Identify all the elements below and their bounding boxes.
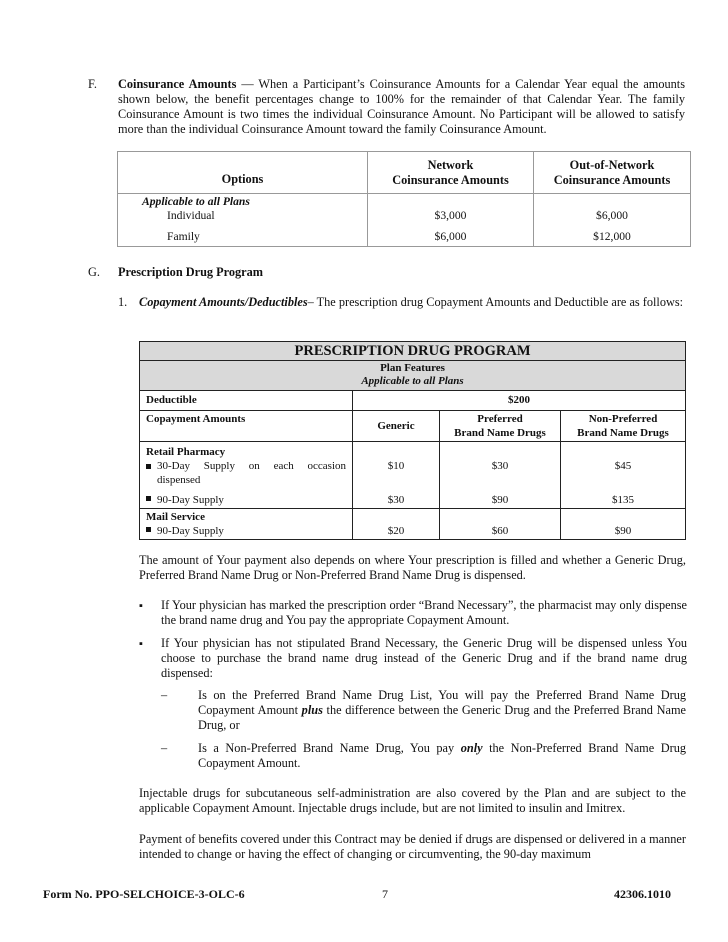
network-header: Network Coinsurance Amounts [368,152,534,194]
prescription-drug-table [139,341,686,540]
mail-90-day-label: 90-Day Supply [146,524,346,538]
section-letter-f: F. [88,77,97,91]
retail-preferred-values: $30 $90 [440,442,561,509]
retail-90-day-label: 90-Day Supply [146,493,346,507]
family-oon-value: $12,000 [593,230,631,243]
section-letter-g: G. [88,265,100,279]
retail-generic-values: $10 $30 [353,442,440,509]
mail-non-preferred-value: $90 [561,509,686,540]
individual-label: Individual [167,209,215,222]
mail-service-cell [140,509,353,540]
footer-document-code: 42306.1010 [614,887,671,901]
footer-form-number: Form No. PPO-SELCHOICE-3-OLC-6 [43,887,245,901]
sub-item-preferred: Is on the Preferred Brand Name Drug List, You will pay the Preferred Brand Name Drug Copayment Amount plus the difference between the Generic Drug and the Preferred Brand Name Drug, or [198,688,686,732]
item-number: 1. [118,295,128,309]
item-1-title: Copayment Amounts/Deductibles [139,295,308,309]
bullet-generic-dispensed: If Your physician has not stipulated Brand Necessary, the Generic Drug will be dispensed unless You choose to purchase the brand name drug instead of the Generic Drug and if the brand name drug dispensed: [161,636,687,680]
section-f-title: Coinsurance Amounts [118,77,237,91]
sub-item-non-preferred: Is a Non-Preferred Brand Name Drug, You pay only the Non-Preferred Brand Name Drug Copayment Amount. [198,741,687,770]
family-label: Family [167,230,200,243]
applicable-plans-label: Applicable to all Plans [142,195,250,208]
options-cell [118,194,368,247]
section-f-paragraph [118,77,685,137]
coinsurance-table [117,151,691,247]
plan-features-header: Plan Features Applicable to all Plans [140,361,686,391]
item-1-paragraph [139,295,685,310]
retail-non-preferred-values: $45 $135 [561,442,686,509]
retail-pharmacy-label: Retail Pharmacy [146,445,226,458]
bullet-brand-necessary: If Your physician has marked the prescription order “Brand Necessary”, the pharmacist may only dispense the brand name drug and You pay the appropriate Copayment Amount. [161,598,687,627]
mail-preferred-value: $60 [440,509,561,540]
footer-page-number: 7 [382,887,388,901]
payment-denial-paragraph: Payment of benefits covered under this Contract may be denied if drugs are dispensed or delivered in a manner intended to change or having the effect of changing or circumventing, the 90-day maximum [139,832,686,861]
item-1-text: – The prescription drug Copayment Amounts and Deductible are as follows: [307,295,684,309]
deductible-value: $200 [353,391,686,411]
payment-paragraph: The amount of Your payment also depends on where Your prescription is filled and whether a Generic Drug, Preferred Brand Name Drug or Non-Preferred Brand Name Drug is dispensed. [139,553,686,582]
bullet-square-icon: ▪ [139,638,143,650]
non-preferred-header: Non-Preferred Brand Name Drugs [561,411,686,442]
section-g-title: Prescription Drug Program [118,265,264,279]
injectable-paragraph: Injectable drugs for subcutaneous self-administration are also covered by the Plan and are subject to the applicable Copayment Amount. Injectable drugs include, but are not limited to insulin and Imitrex. [139,786,686,815]
out-of-network-header: Out-of-Network Coinsurance Amounts [534,152,691,194]
individual-oon-value: $6,000 [596,209,628,222]
mail-service-label: Mail Service [146,511,205,523]
mail-generic-value: $20 [353,509,440,540]
deductible-label: Deductible [140,391,353,411]
family-network-value: $6,000 [434,230,467,243]
copayment-label: Copayment Amounts [140,411,353,442]
preferred-header: Preferred Brand Name Drugs [440,411,561,442]
options-header: Options [118,152,368,194]
section-f-text: — When a Participant’s Coinsurance Amounts for a Calendar Year equal the amounts shown below, the benefit percentages change to 100% for the remainder of that Calendar Year. The family Coinsurance Amount is two times the individual Coinsurance Amount. No Participant will be allowed to satisfy more than the individual Coinsurance Amount toward the family Coinsurance Amount. [118,77,686,136]
individual-network-value: $3,000 [434,209,467,222]
rx-table-title: PRESCRIPTION DRUG PROGRAM [140,342,686,361]
bullet-square-icon: ▪ [139,600,143,612]
retail-30-day-label: 30-Day Supply on each occasion dispensed [146,459,346,487]
oon-values [534,194,691,247]
retail-pharmacy-cell [140,442,353,509]
network-values [368,194,534,247]
dash-marker: – [161,688,168,702]
generic-header: Generic [353,411,440,442]
dash-marker: – [161,741,168,755]
